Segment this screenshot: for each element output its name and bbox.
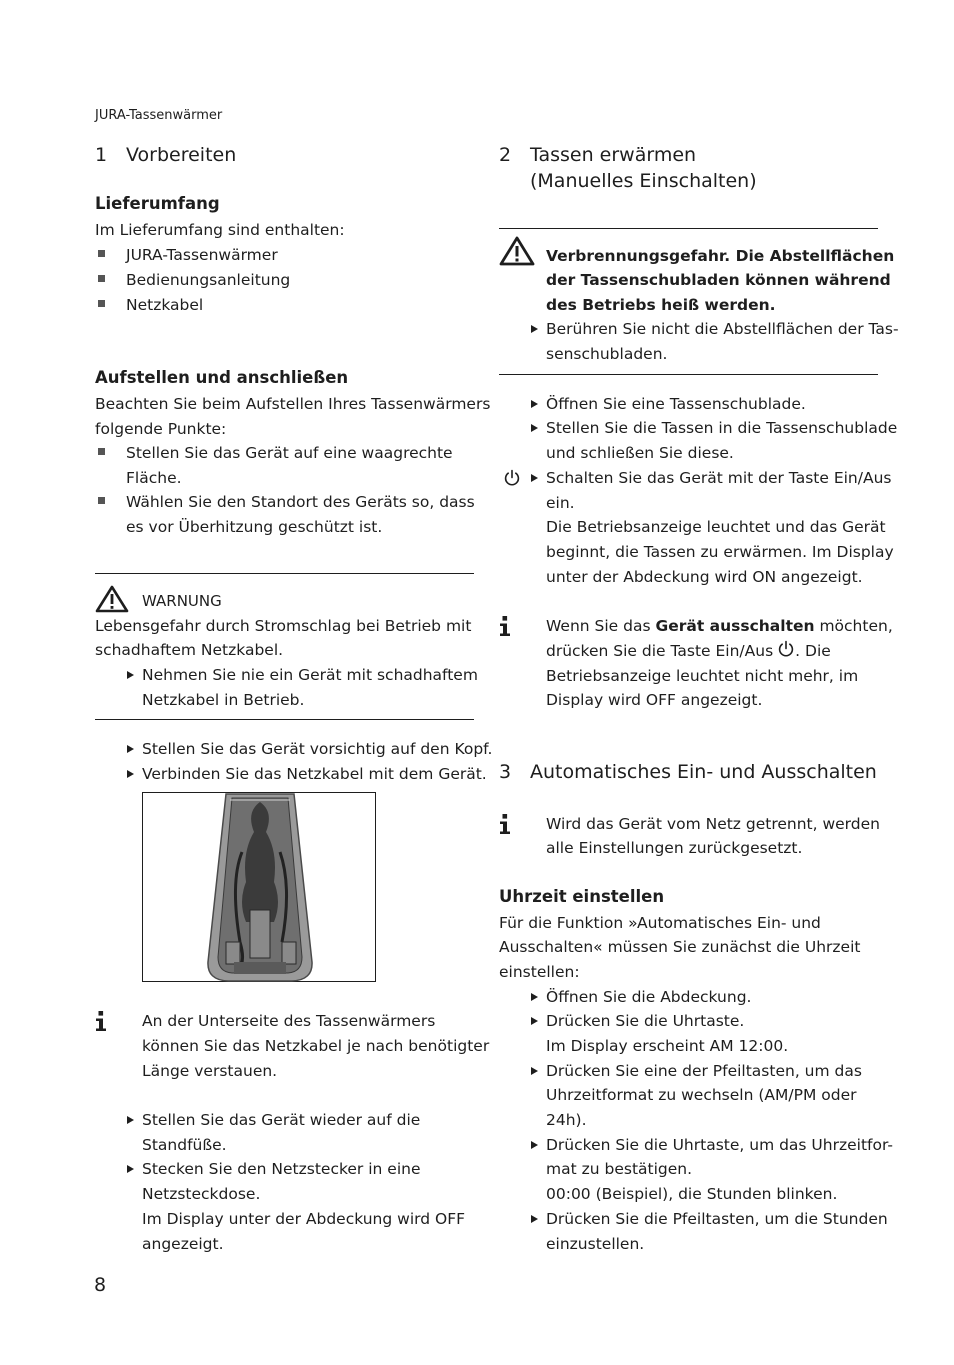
aufstellen-heading: Aufstellen und anschließen [95, 368, 349, 387]
warning-top-rule [95, 573, 474, 574]
step-text: Netzsteckdose. [142, 1185, 261, 1203]
section-1-heading [95, 142, 395, 168]
step-result: angezeigt. [142, 1235, 224, 1253]
step-arrow-icon [127, 671, 134, 679]
info-text-plain: möchten, [814, 617, 893, 635]
uhrzeit-intro-line: Ausschalten« müssen Sie zunächst die Uhrzeit [499, 938, 861, 956]
step-text: Drücken Sie die Uhrtaste, um das Uhrzeitfor- [546, 1136, 893, 1154]
step-arrow-icon [531, 1141, 538, 1149]
warning-bottom-rule [95, 719, 474, 720]
step-text: Uhrzeitformat zu wechseln (AM/PM oder [546, 1086, 857, 1104]
lieferumfang-intro: Im Lieferumfang sind enthalten: [95, 221, 345, 239]
warning-step: Nehmen Sie nie ein Gerät mit schadhaftem [142, 666, 478, 684]
caution-top-rule [499, 228, 878, 229]
info-text-line: alle Einstellungen zurückgesetzt. [546, 839, 803, 857]
power-icon [777, 640, 795, 658]
info-text-plain: Wenn Sie das [546, 617, 656, 635]
warning-text-line: Lebensgefahr durch Stromschlag bei Betrieb mit [95, 617, 472, 635]
bullet-square-icon [98, 448, 105, 455]
step-arrow-icon [127, 1116, 134, 1124]
bullet-square-icon [98, 250, 105, 257]
section-title: (Manuelles Einschalten) [530, 170, 757, 192]
step-arrow-icon [531, 325, 538, 333]
step-text: Drücken Sie die Uhrtaste. [546, 1012, 745, 1030]
info-text-line [546, 614, 893, 639]
list-item: Wählen Sie den Standort des Geräts so, dass [126, 493, 475, 511]
step-arrow-icon [531, 474, 538, 482]
list-item: Fläche. [126, 469, 182, 487]
uhrzeit-heading: Uhrzeit einstellen [499, 887, 665, 906]
step-result: Im Display unter der Abdeckung wird OFF [142, 1210, 466, 1228]
step-arrow-icon [531, 400, 538, 408]
info-text-line: Länge verstauen. [142, 1062, 278, 1080]
uhrzeit-intro-line: einstellen: [499, 963, 580, 981]
step-arrow-icon [531, 993, 538, 1001]
step-result: 00:00 (Beispiel), die Stunden blinken. [546, 1185, 838, 1203]
step-text: Öffnen Sie eine Tassenschublade. [546, 395, 806, 413]
step-text: Drücken Sie eine der Pfeiltasten, um das [546, 1062, 862, 1080]
info-text-line: Betriebsanzeige leuchtet nicht mehr, im [546, 667, 859, 685]
step-text: Stecken Sie den Netzstecker in eine [142, 1160, 421, 1178]
section-3-heading [499, 759, 879, 785]
lieferumfang-heading: Lieferumfang [95, 194, 220, 213]
caution-step: Berühren Sie nicht die Abstellflächen der Tas- [546, 320, 899, 338]
bullet-square-icon [98, 497, 105, 504]
info-icon [94, 1010, 108, 1032]
step-arrow-icon [531, 1017, 538, 1025]
info-text-bold: Gerät ausschalten [655, 617, 815, 635]
step-text: Verbinden Sie das Netzkabel mit dem Gerät. [142, 765, 487, 783]
step-result: Die Betriebsanzeige leuchtet und das Gerät [546, 518, 886, 536]
warning-text-line: schadhaftem Netzkabel. [95, 641, 284, 659]
warning-step: Netzkabel in Betrieb. [142, 691, 305, 709]
step-arrow-icon [531, 1215, 538, 1223]
step-arrow-icon [127, 745, 134, 753]
step-text: einzustellen. [546, 1235, 645, 1253]
section-2-heading [499, 142, 859, 194]
section-title: Automatisches Ein- und Ausschalten [530, 761, 877, 783]
step-text: Schalten Sie das Gerät mit der Taste Ein/Aus [546, 469, 892, 487]
step-text: Stellen Sie das Gerät vorsichtig auf den Kopf. [142, 740, 493, 758]
section-number: 2 [499, 144, 512, 166]
bullet-square-icon [98, 275, 105, 282]
power-icon [503, 469, 521, 487]
list-item: JURA-Tassenwärmer [126, 246, 278, 264]
step-text: mat zu bestätigen. [546, 1160, 693, 1178]
section-title: Vorbereiten [126, 144, 237, 166]
step-text: ein. [546, 494, 575, 512]
step-text: und schließen Sie diese. [546, 444, 734, 462]
step-text: Stellen Sie das Gerät wieder auf die [142, 1111, 421, 1129]
section-number: 3 [499, 761, 512, 783]
info-text-line: An der Unterseite des Tassenwärmers [142, 1012, 436, 1030]
warning-triangle-icon [499, 236, 535, 266]
list-item: Stellen Sie das Gerät auf eine waagrechte [126, 444, 453, 462]
step-text: Standfüße. [142, 1136, 227, 1154]
info-text-plain: drücken Sie die Taste Ein/Aus [546, 642, 774, 660]
step-arrow-icon [127, 1165, 134, 1173]
step-arrow-icon [127, 770, 134, 778]
section-number: 1 [95, 144, 108, 166]
step-result: Im Display erscheint AM 12:00. [546, 1037, 789, 1055]
step-text: Stellen Sie die Tassen in die Tassenschublade [546, 419, 898, 437]
aufstellen-intro-line: Beachten Sie beim Aufstellen Ihres Tassenwärmers [95, 395, 491, 413]
info-icon [498, 813, 512, 835]
warning-triangle-icon [95, 585, 129, 613]
page-number: 8 [94, 1274, 107, 1296]
list-item: Netzkabel [126, 296, 204, 314]
info-text-plain: . Die [795, 642, 831, 660]
step-text: 24h). [546, 1111, 587, 1129]
list-item: Bedienungsanleitung [126, 271, 291, 289]
step-result: unter der Abdeckung wird ON angezeigt. [546, 568, 863, 586]
bullet-square-icon [98, 300, 105, 307]
caution-text-line: Verbrennungsgefahr. Die Abstellflächen [546, 247, 895, 265]
step-text: Öffnen Sie die Abdeckung. [546, 988, 752, 1006]
info-icon [498, 615, 512, 637]
running-header: JURA-Tassenwärmer [95, 108, 223, 123]
info-text-line: Display wird OFF angezeigt. [546, 691, 763, 709]
info-text-line: Wird das Gerät vom Netz getrennt, werden [546, 815, 880, 833]
caution-text-line: der Tassenschubladen können während [546, 271, 891, 289]
info-text-line: können Sie das Netzkabel je nach benötigter [142, 1037, 490, 1055]
warning-label: WARNUNG [142, 592, 222, 610]
step-result: beginnt, die Tassen zu erwärmen. Im Display [546, 543, 894, 561]
aufstellen-intro-line: folgende Punkte: [95, 420, 227, 438]
uhrzeit-intro-line: Für die Funktion »Automatisches Ein- und [499, 914, 821, 932]
caution-bottom-rule [499, 374, 878, 375]
caution-text-line: des Betriebs heiß werden. [546, 296, 776, 314]
list-item: es vor Überhitzung geschützt ist. [126, 518, 383, 536]
step-arrow-icon [531, 424, 538, 432]
step-arrow-icon [531, 1067, 538, 1075]
caution-step: senschubladen. [546, 345, 668, 363]
section-title: Tassen erwärmen [530, 144, 697, 166]
step-text: Drücken Sie die Pfeiltasten, um die Stunden [546, 1210, 888, 1228]
device-underside-illustration [142, 792, 376, 982]
info-text-line [546, 639, 831, 664]
